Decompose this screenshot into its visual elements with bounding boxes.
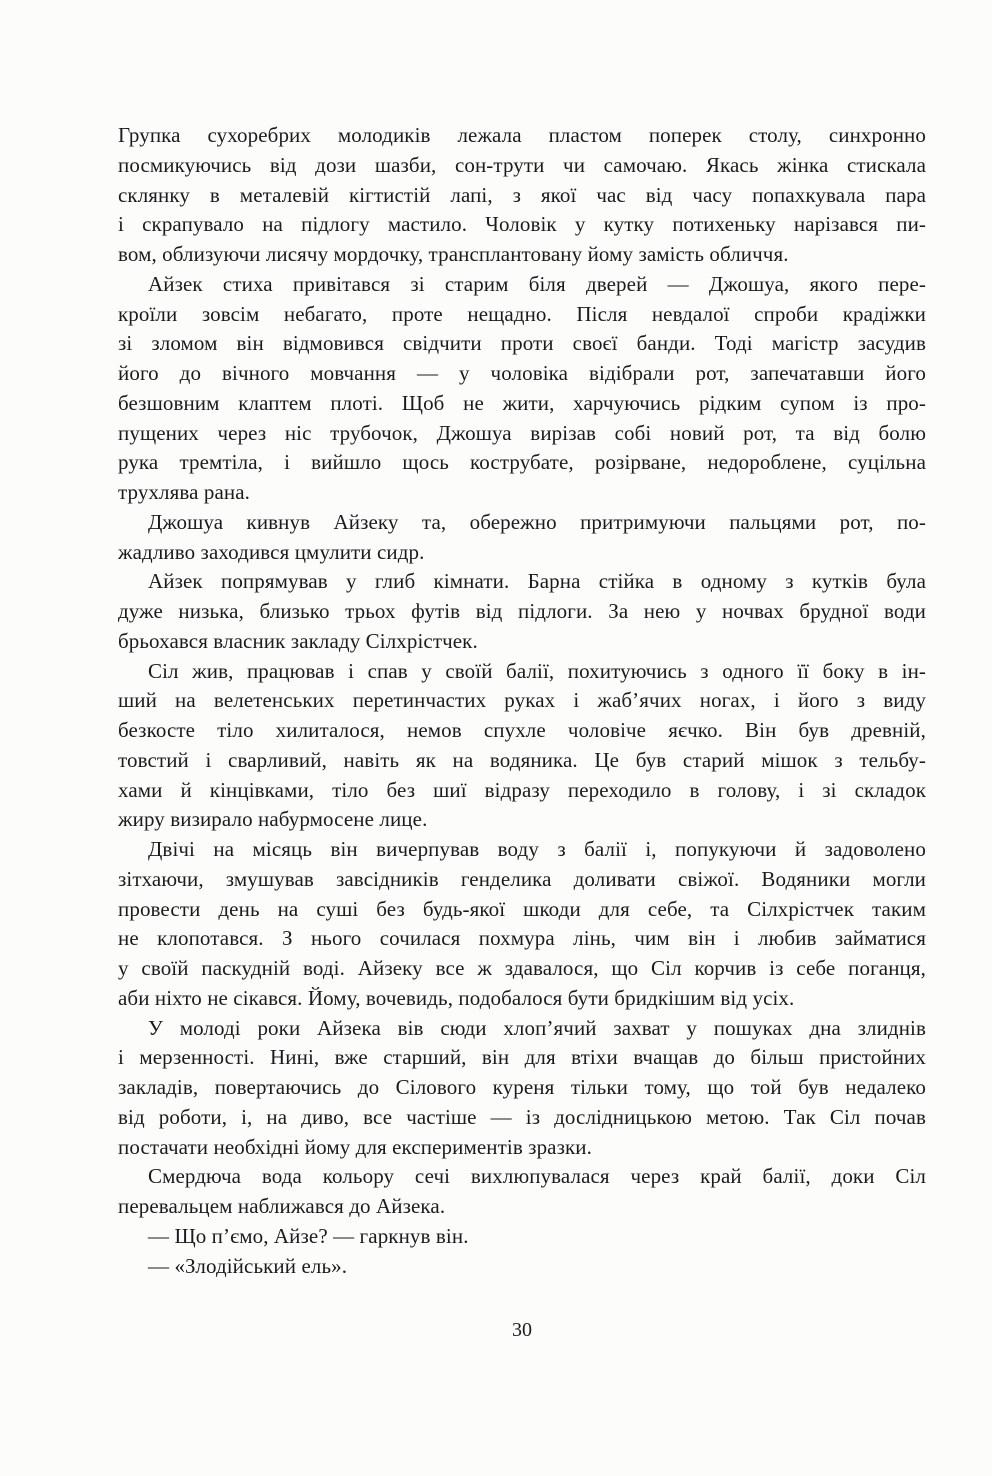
text-line: Айзек попрямував у глиб кімнати. Барна стійка в одному з кутків була	[148, 569, 926, 594]
paragraph	[118, 1222, 926, 1252]
text-line: перевальцем наближався до Айзека.	[118, 1194, 446, 1218]
text-line: постачати необхідні йому для експериментів зразки.	[118, 1134, 592, 1159]
text-line: пущених через ніс трубочок, Джошуа вирізав собі новий рот, та від болю	[118, 420, 926, 445]
paragraph	[118, 1014, 926, 1163]
paragraph	[118, 508, 926, 568]
text-line: безшовним клаптем плоті. Щоб не жити, харчуючись рідким супом із про-	[118, 390, 926, 415]
text-line: Групка сухоребрих молодиків лежала пластом поперек столу, синхронно	[118, 123, 926, 147]
paragraph	[118, 270, 926, 508]
text-line: Сіл жив, працював і спав у своїй балії, похитуючись з одного її боку в ін-	[148, 658, 926, 683]
paragraph	[118, 657, 926, 836]
text-line: не клопотався. З нього сочилася похмура лінь, чим він і любив займатися	[118, 926, 926, 951]
text-line: Двічі на місяць він вичерпував воду з балії і, попукуючи й задоволено	[148, 837, 926, 861]
text-line: від роботи, і, на диво, все частіше — із дослідницькою метою. Так Сіл почав	[118, 1104, 926, 1129]
page-text-block	[118, 121, 926, 1281]
text-line: склянку в металевій кігтистій лапі, з якої час від часу попахкувала пара	[118, 182, 926, 207]
text-line: У молоді роки Айзека вів сюди хлоп’ячий захват у пошуках дна злиднів	[148, 1015, 926, 1040]
paragraph	[118, 121, 926, 270]
text-line: провести день на суші без будь-якої шкоди для себе, та Сілхрістчек таким	[118, 896, 926, 921]
text-line: трухлява рана.	[118, 480, 251, 504]
text-line: кроїли зовсім небагато, проте нещадно. Після невдалої спроби крадіжки	[118, 301, 926, 326]
text-line: закладів, повертаючись до Сілового куреня тільки тому, що той був недалеко	[118, 1075, 926, 1099]
paragraph	[118, 567, 926, 656]
text-line: жадливо заходився цмулити сидр.	[118, 539, 425, 564]
text-line: хами й кінцівками, тіло без шиї відразу переходило в голову, і зі складок	[118, 777, 926, 802]
text-line: — «Злодійський ель».	[148, 1253, 348, 1278]
text-line: Смердюча вода кольору сечі вихлюпувалася через край балії, доки Сіл	[148, 1164, 926, 1189]
text-line: зітхаючи, змушував завсідників генделика доливати свіжої. Водяники могли	[118, 866, 926, 891]
text-line: — Що п’ємо, Айзе? — гаркнув він.	[148, 1223, 469, 1248]
text-line: товстий і сварливий, навіть як на водяника. Це був старий мішок з тельбу-	[118, 747, 926, 772]
text-line: у своїй паскудній воді. Айзеку все ж здавалося, що Сіл корчив із себе поганця,	[118, 956, 926, 980]
text-line: жиру визирало набурмосене лице.	[118, 807, 428, 832]
paragraph	[118, 1252, 926, 1282]
text-line: Джошуа кивнув Айзеку та, обережно притримуючи пальцями рот, по-	[148, 509, 926, 534]
text-line: зі зломом він відмовився свідчити проти своєї банди. Тоді магістр засудив	[118, 331, 926, 356]
paragraph	[118, 835, 926, 1014]
text-line: вом, облизуючи лисячу мордочку, трансплантовану йому замість обличчя.	[118, 242, 789, 266]
text-line: брьохався власник закладу Сілхрістчек.	[118, 628, 478, 653]
text-line: аби ніхто не сікався. Йому, вочевидь, подобалося бути бридкішим від усіх.	[118, 985, 795, 1010]
text-line: і скрапувало на підлогу мастило. Чоловік у кутку потихеньку нарізався пи-	[118, 212, 926, 237]
text-line: Айзек стиха привітався зі старим біля дверей — Джошуа, якого пере-	[148, 271, 926, 296]
text-line: і мерзенності. Нині, вже старший, він для втіхи вчащав до більш пристойних	[118, 1045, 926, 1070]
page-number: 30	[512, 1319, 532, 1341]
text-line: ший на велетенських перетинчастих руках і жаб’ячих ногах, і його з виду	[118, 688, 926, 713]
text-line: посмикуючись від дози шазби, сон-трути чи самочаю. Якась жінка стискала	[118, 152, 926, 177]
text-line: рука тремтіла, і вийшло щось кострубате, розірване, недороблене, суцільна	[118, 450, 926, 475]
text-line: дуже низька, близько трьох футів від підлоги. За нею у ночвах брудної води	[118, 599, 926, 623]
text-line: безкосте тіло хилиталося, немов спухле чоловіче яєчко. Він був древній,	[118, 718, 926, 742]
text-line: його до вічного мовчання — у чоловіка відібрали рот, запечатавши його	[118, 361, 926, 385]
paragraph	[118, 1162, 926, 1222]
